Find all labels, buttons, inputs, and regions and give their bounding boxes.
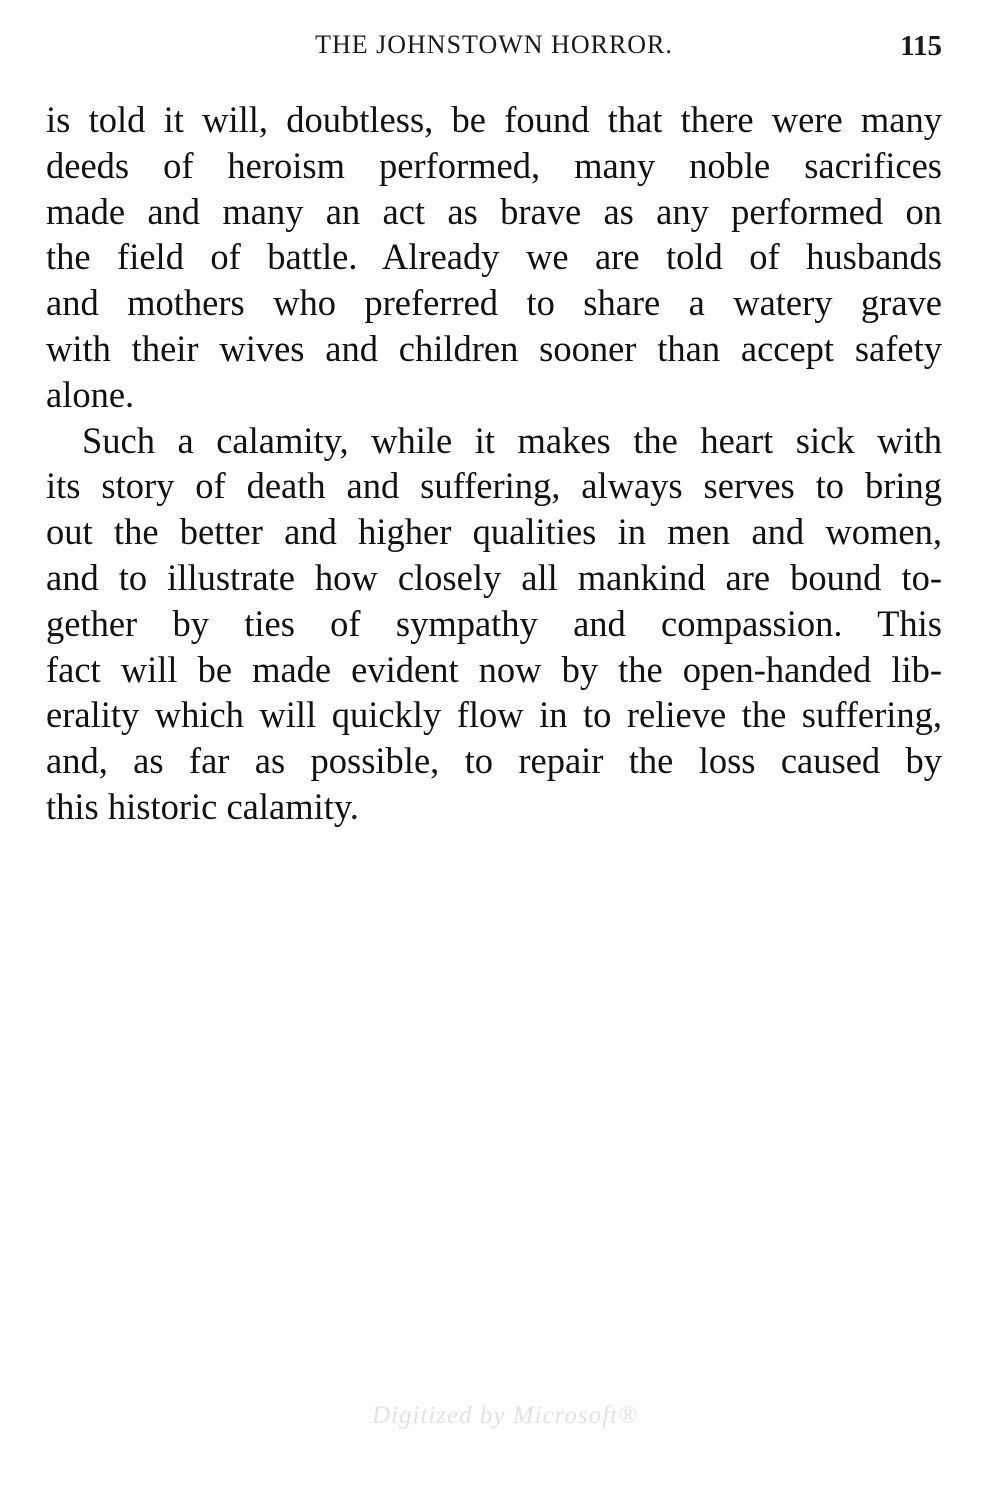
text-line: with their wives and children sooner than accept safety xyxy=(46,327,942,369)
paragraph-2 xyxy=(46,418,942,830)
text-line: out the better and higher qualities in men and women, xyxy=(46,511,942,553)
text-line: the field of battle. Already we are told of husbands xyxy=(46,236,942,278)
text-line: fact will be made evident now by the open-handed lib- xyxy=(46,648,942,690)
text-line: made and many an act as brave as any performed on xyxy=(46,190,942,232)
text-line: and, as far as possible, to repair the loss caused by xyxy=(46,740,942,782)
text-line: its story of death and suffering, always serves to bring xyxy=(46,465,942,507)
body-text xyxy=(46,97,942,830)
text-line: is told it will, doubtless, be found that there were many xyxy=(46,99,942,140)
text-line: deeds of heroism performed, many noble sacrifices xyxy=(46,144,942,186)
page-number: 115 xyxy=(900,30,942,62)
text-line: this historic calamity. xyxy=(46,785,359,827)
text-line: and mothers who preferred to share a watery grave xyxy=(46,282,942,324)
text-line: erality which will quickly flow in to relieve the suffering, xyxy=(46,694,942,736)
text-line: gether by ties of sympathy and compassion. This xyxy=(46,602,942,644)
text-line: and to illustrate how closely all mankind are bound to- xyxy=(46,556,942,598)
running-header xyxy=(46,30,942,70)
running-title: THE JOHNSTOWN HORROR. xyxy=(315,30,673,59)
paragraph-1 xyxy=(46,97,942,418)
text-line: Such a calamity, while it makes the heart sick with xyxy=(82,419,942,461)
digitization-watermark: Digitized by Microsoft® xyxy=(371,1402,639,1429)
text-line: alone. xyxy=(46,373,135,415)
